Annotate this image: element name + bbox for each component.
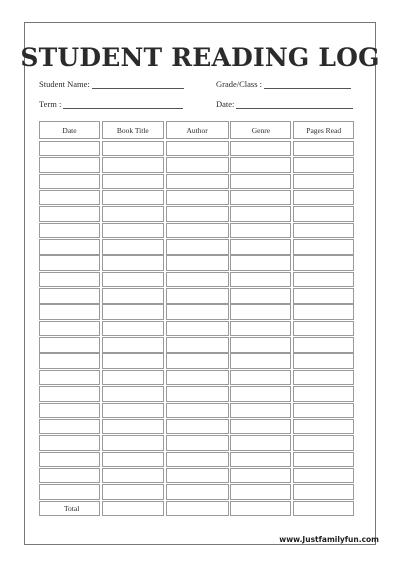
log-cell[interactable]	[102, 337, 164, 352]
log-cell[interactable]	[293, 468, 354, 483]
header-genre: Genre	[230, 121, 291, 139]
log-cell[interactable]	[293, 435, 354, 450]
header-author: Author	[166, 121, 229, 139]
log-cell[interactable]	[102, 141, 164, 156]
log-cell[interactable]	[230, 190, 291, 205]
log-cell[interactable]	[230, 223, 291, 238]
log-cell[interactable]	[39, 141, 100, 156]
log-cell[interactable]	[102, 452, 164, 467]
log-cell[interactable]	[39, 321, 100, 336]
table-row	[39, 370, 354, 386]
log-cell[interactable]	[102, 206, 164, 221]
table-row	[39, 288, 354, 304]
log-cell[interactable]	[230, 206, 291, 221]
log-cell[interactable]	[166, 223, 229, 238]
log-cell[interactable]	[102, 272, 164, 287]
log-cell[interactable]	[230, 141, 291, 156]
log-cell[interactable]	[39, 386, 100, 401]
log-cell[interactable]	[166, 468, 229, 483]
table-row	[39, 468, 354, 484]
log-cell[interactable]	[166, 157, 229, 172]
log-cell[interactable]	[230, 304, 291, 319]
log-cell[interactable]	[39, 157, 100, 172]
reading-log-table	[39, 121, 354, 517]
log-cell[interactable]	[166, 484, 229, 499]
log-cell[interactable]	[293, 157, 354, 172]
log-cell[interactable]	[102, 353, 164, 368]
log-cell[interactable]	[39, 223, 100, 238]
log-cell[interactable]	[293, 255, 354, 270]
log-cell[interactable]	[293, 272, 354, 287]
header-pages-read: Pages Read	[293, 121, 354, 139]
log-cell[interactable]	[39, 370, 100, 385]
log-cell[interactable]	[230, 435, 291, 450]
student-name-label: Student Name:	[39, 79, 90, 89]
website-footer: www.Justfamilyfun.com	[279, 535, 379, 544]
log-cell[interactable]	[293, 484, 354, 499]
log-cell[interactable]	[102, 239, 164, 254]
log-cell[interactable]	[39, 337, 100, 352]
log-cell[interactable]	[102, 468, 164, 483]
log-cell[interactable]	[293, 141, 354, 156]
log-cell[interactable]	[230, 239, 291, 254]
log-cell[interactable]	[293, 206, 354, 221]
table-row	[39, 223, 354, 239]
table-row	[39, 452, 354, 468]
total-cell[interactable]	[293, 501, 354, 516]
table-row	[39, 321, 354, 337]
log-cell[interactable]	[166, 321, 229, 336]
log-cell[interactable]	[102, 403, 164, 418]
table-row	[39, 304, 354, 320]
log-cell[interactable]	[102, 321, 164, 336]
log-cell[interactable]	[230, 468, 291, 483]
log-cell[interactable]	[39, 288, 100, 303]
log-cell[interactable]	[166, 435, 229, 450]
log-cell[interactable]	[39, 452, 100, 467]
log-cell[interactable]	[166, 370, 229, 385]
table-header-row	[39, 121, 354, 141]
table-row	[39, 206, 354, 222]
log-cell[interactable]	[102, 304, 164, 319]
log-cell[interactable]	[230, 337, 291, 352]
log-cell[interactable]	[293, 321, 354, 336]
date-label: Date:	[216, 99, 235, 109]
table-row	[39, 386, 354, 402]
log-cell[interactable]	[293, 174, 354, 189]
log-cell[interactable]	[230, 370, 291, 385]
log-cell[interactable]	[39, 255, 100, 270]
log-cell[interactable]	[293, 337, 354, 352]
log-cell[interactable]	[166, 206, 229, 221]
log-cell[interactable]	[102, 255, 164, 270]
log-cell[interactable]	[293, 353, 354, 368]
log-cell[interactable]	[166, 386, 229, 401]
log-cell[interactable]	[39, 435, 100, 450]
log-cell[interactable]	[166, 419, 229, 434]
total-label: Total	[39, 501, 100, 516]
date-line[interactable]	[236, 101, 353, 109]
log-cell[interactable]	[230, 288, 291, 303]
table-row	[39, 435, 354, 451]
table-row	[39, 190, 354, 206]
total-cell[interactable]	[166, 501, 229, 516]
log-cell[interactable]	[293, 419, 354, 434]
log-cell[interactable]	[39, 206, 100, 221]
total-cell[interactable]	[230, 501, 291, 516]
log-cell[interactable]	[166, 272, 229, 287]
date-field[interactable]	[216, 99, 353, 109]
log-cell[interactable]	[293, 223, 354, 238]
log-cell[interactable]	[293, 370, 354, 385]
table-row	[39, 141, 354, 157]
total-cell[interactable]	[102, 501, 164, 516]
log-cell[interactable]	[230, 386, 291, 401]
log-cell[interactable]	[102, 484, 164, 499]
log-cell[interactable]	[166, 452, 229, 467]
table-row	[39, 419, 354, 435]
log-cell[interactable]	[166, 141, 229, 156]
log-cell[interactable]	[39, 272, 100, 287]
log-cell[interactable]	[166, 288, 229, 303]
log-cell[interactable]	[102, 223, 164, 238]
log-cell[interactable]	[102, 288, 164, 303]
student-name-field[interactable]	[39, 79, 184, 89]
header-book-title: Book Title	[102, 121, 164, 139]
log-cell[interactable]	[102, 190, 164, 205]
table-row	[39, 484, 354, 500]
term-field[interactable]	[39, 99, 183, 109]
log-cell[interactable]	[230, 157, 291, 172]
log-cell[interactable]	[102, 157, 164, 172]
log-cell[interactable]	[39, 353, 100, 368]
log-cell[interactable]	[230, 452, 291, 467]
log-cell[interactable]	[39, 190, 100, 205]
log-cell[interactable]	[293, 452, 354, 467]
log-cell[interactable]	[230, 403, 291, 418]
log-cell[interactable]	[39, 468, 100, 483]
log-cell[interactable]	[166, 255, 229, 270]
table-row	[39, 255, 354, 271]
log-cell[interactable]	[166, 403, 229, 418]
log-cell[interactable]	[293, 288, 354, 303]
term-line[interactable]	[63, 101, 183, 109]
log-cell[interactable]	[102, 419, 164, 434]
log-cell[interactable]	[230, 272, 291, 287]
log-cell[interactable]	[39, 239, 100, 254]
log-cell[interactable]	[102, 174, 164, 189]
term-label: Term :	[39, 99, 62, 109]
log-cell[interactable]	[293, 239, 354, 254]
table-row	[39, 353, 354, 369]
log-cell[interactable]	[102, 370, 164, 385]
student-name-line[interactable]	[92, 81, 184, 89]
log-cell[interactable]	[39, 484, 100, 499]
total-row	[39, 501, 354, 517]
log-cell[interactable]	[166, 304, 229, 319]
log-cell[interactable]	[293, 190, 354, 205]
log-cell[interactable]	[166, 337, 229, 352]
table-row	[39, 174, 354, 190]
table-row	[39, 272, 354, 288]
log-cell[interactable]	[230, 419, 291, 434]
log-cell[interactable]	[230, 174, 291, 189]
log-cell[interactable]	[166, 190, 229, 205]
log-cell[interactable]	[293, 304, 354, 319]
log-cell[interactable]	[102, 386, 164, 401]
grade-class-line[interactable]	[264, 81, 351, 89]
log-cell[interactable]	[230, 484, 291, 499]
header-date: Date	[39, 121, 100, 139]
log-cell[interactable]	[293, 386, 354, 401]
log-cell[interactable]	[39, 304, 100, 319]
log-cell[interactable]	[39, 403, 100, 418]
log-cell[interactable]	[166, 174, 229, 189]
log-cell[interactable]	[166, 353, 229, 368]
log-cell[interactable]	[230, 321, 291, 336]
page-title: STUDENT READING LOG	[20, 43, 380, 72]
table-row	[39, 157, 354, 173]
grade-class-field[interactable]	[216, 79, 351, 89]
table-row	[39, 337, 354, 353]
log-cell[interactable]	[39, 174, 100, 189]
table-row	[39, 239, 354, 255]
log-cell[interactable]	[39, 419, 100, 434]
log-cell[interactable]	[102, 435, 164, 450]
log-cell[interactable]	[293, 403, 354, 418]
grade-class-label: Grade/Class :	[216, 79, 263, 89]
table-row	[39, 403, 354, 419]
log-cell[interactable]	[166, 239, 229, 254]
log-cell[interactable]	[230, 353, 291, 368]
log-cell[interactable]	[230, 255, 291, 270]
